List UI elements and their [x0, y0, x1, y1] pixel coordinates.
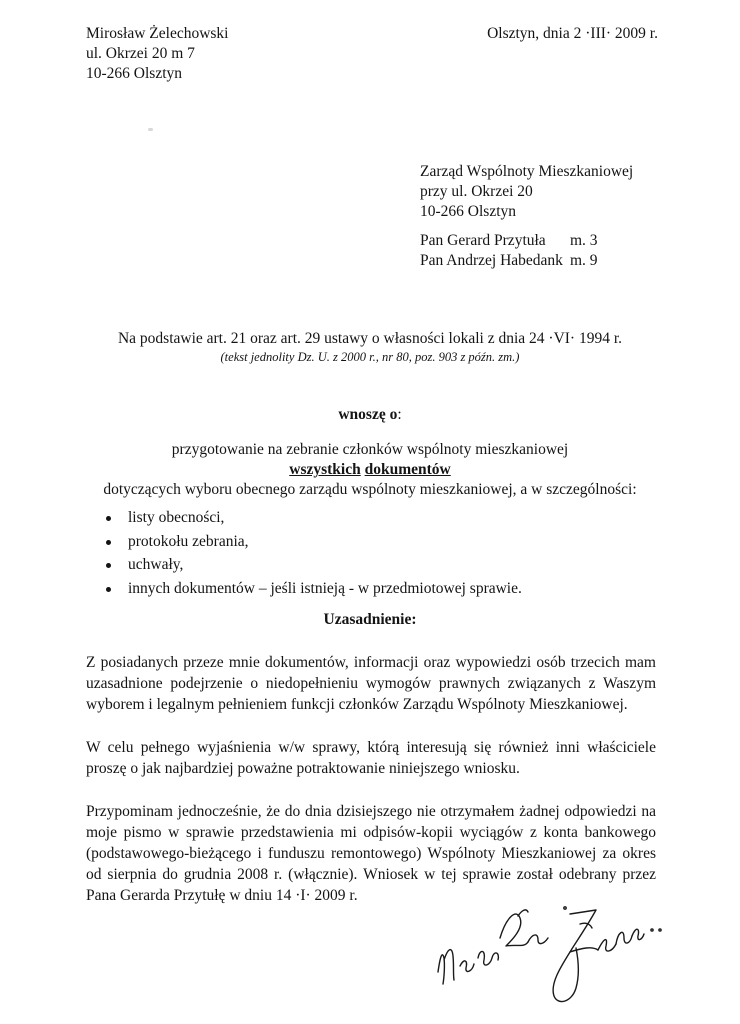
- letter-date: Olsztyn, dnia 2 ·III· 2009 r.: [487, 25, 658, 42]
- recipient-line-1: Zarząd Wspólnoty Mieszkaniowej: [420, 163, 634, 180]
- justification-paragraph-1: Z posiadanych przeze mnie dokumentów, informacji oraz wypowiedzi osób trzecich mam uzasadnione podejrzenie o niedopełnieniu wymogów prawnych związanych z Waszym wyborem i legalnym pełnieniem funkcji członków Zarządu Wspólnoty Mieszkaniowej.: [86, 654, 656, 713]
- scan-speck: [148, 128, 153, 131]
- addressee-row: [420, 251, 598, 271]
- requested-documents-list: [106, 508, 522, 602]
- addressee-apartment: m. 3: [570, 232, 598, 249]
- list-item: uchwały,: [106, 555, 522, 575]
- request-line-3: dotyczących wyboru obecnego zarządu wspólnoty mieszkaniowej, a w szczególności:: [103, 481, 637, 498]
- request-heading: [0, 405, 740, 425]
- list-item: innych dokumentów – jeśli istnieją - w przedmiotowej sprawie.: [106, 579, 522, 599]
- addressee-list: [420, 231, 598, 271]
- signature-drawing: [420, 888, 680, 1018]
- request-heading-text: wnoszę o: [338, 406, 398, 423]
- list-item: listy obecności,: [106, 508, 522, 528]
- justification-heading: Uzasadnienie:: [323, 611, 417, 628]
- handwritten-signature: [420, 888, 680, 1018]
- recipient-line-3: 10-266 Olsztyn: [420, 203, 517, 220]
- recipient-line-2: przy ul. Okrzei 20: [420, 183, 533, 200]
- addressee-name: Pan Gerard Przytuła: [420, 232, 546, 249]
- request-line-1: przygotowanie na zebranie członków wspólnoty mieszkaniowej: [171, 441, 569, 458]
- request-body: [0, 440, 740, 500]
- addressee-apartment: m. 9: [570, 252, 598, 269]
- request-emphasis: [0, 460, 740, 480]
- legal-basis-line: Na podstawie art. 21 oraz art. 29 ustawy o własności lokali z dnia 24 ·VI· 1994 r.: [117, 330, 623, 347]
- sender-name: Mirosław Żelechowski: [86, 25, 229, 42]
- sender-city: 10-266 Olsztyn: [86, 65, 183, 82]
- legal-basis: [0, 329, 740, 366]
- justification-paragraph-3: Przypominam jednocześnie, że do dnia dzisiejszego nie otrzymałem żadnej odpowiedzi na moje pismo w sprawie przedstawienia mi odpisów-kopii wyciągów z konta bankowego (podstawowego-bieżącego i funduszu remontowego) Wspólnoty Mieszkaniowej za okres od sierpnia do grudnia 2008 r. (włącznie). Wniosek w tej sprawie został odebrany przez Pana Gerarda Przytułę w dniu 14 ·I· 2009 r.: [86, 803, 656, 904]
- legal-reference: (tekst jednolity Dz. U. z 2000 r., nr 80, poz. 903 z późn. zm.): [220, 350, 520, 364]
- recipient-address: [420, 162, 633, 222]
- request-emphasis-word-1: wszystkich: [289, 461, 361, 478]
- justification-paragraph-2: W celu pełnego wyjaśnienia w/w sprawy, którą interesują się również inni właściciele proszę o jak najbardziej poważne potraktowanie niniejszego wniosku.: [86, 739, 656, 777]
- sender-street: ul. Okrzei 20 m 7: [86, 45, 195, 62]
- request-emphasis-word-2: dokumentów: [364, 461, 451, 478]
- sender-address: [86, 24, 228, 84]
- list-item: protokołu zebrania,: [106, 532, 522, 552]
- addressee-name: Pan Andrzej Habedank: [420, 252, 563, 269]
- request-heading-colon: :: [397, 406, 402, 423]
- addressee-row: [420, 231, 598, 251]
